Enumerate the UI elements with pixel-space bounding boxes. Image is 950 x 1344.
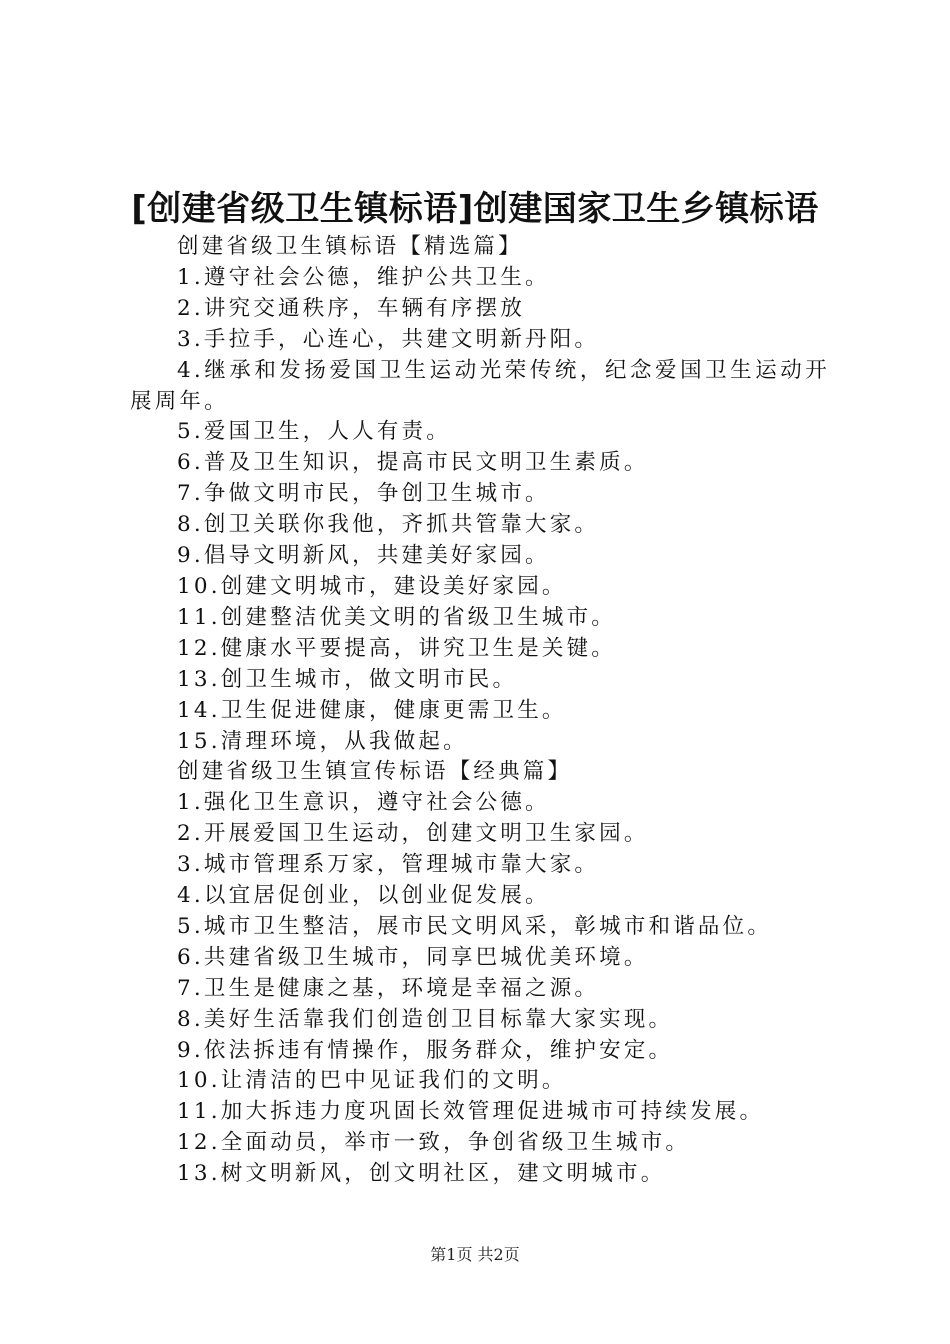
slogan-line: 8.美好生活靠我们创造创卫目标靠大家实现。 <box>177 1006 674 1032</box>
page-number-footer: 第1页 共2页 <box>430 1245 520 1264</box>
slogan-line: 8.创卫关联你我他，齐抓共管靠大家。 <box>177 512 600 538</box>
slogan-line: 14.卫生促进健康，健康更需卫生。 <box>177 697 567 723</box>
slogan-line: 3.手拉手，心连心，共建文明新丹阳。 <box>177 326 600 352</box>
slogan-line: 5.爱国卫生，人人有责。 <box>177 419 451 445</box>
slogan-line: 10.创建文明城市，建设美好家园。 <box>177 573 567 599</box>
slogan-line: 15.清理环境，从我做起。 <box>177 728 468 754</box>
slogan-line: 6.普及卫生知识，提高市民文明卫生素质。 <box>177 450 649 476</box>
slogan-line: 12.健康水平要提高，讲究卫生是关键。 <box>177 635 616 661</box>
slogan-line: 11.创建整洁优美文明的省级卫生城市。 <box>177 604 616 630</box>
slogan-line: 13.创卫生城市，做文明市民。 <box>177 666 518 692</box>
slogan-line: 7.争做文明市民，争创卫生城市。 <box>177 481 550 507</box>
slogan-line: 13.树文明新风，创文明社区，建文明城市。 <box>177 1161 666 1187</box>
slogan-line: 3.城市管理系万家，管理城市靠大家。 <box>177 852 600 878</box>
slogan-line: 4.继承和发扬爱国卫生运动光荣传统，纪念爱国卫生运动开展周年。 <box>130 357 830 414</box>
document-title: [创建省级卫生镇标语]创建国家卫生乡镇标语 <box>131 189 819 229</box>
slogan-line: 2.开展爱国卫生运动，创建文明卫生家园。 <box>177 821 649 847</box>
slogan-line: 4.以宜居促创业，以创业促发展。 <box>177 883 550 909</box>
slogan-line: 10.让清洁的巴中见证我们的文明。 <box>177 1068 567 1094</box>
section-heading: 创建省级卫生镇标语【精选篇】 <box>177 234 523 259</box>
document-body <box>130 232 830 1190</box>
slogan-line: 9.依法拆违有情操作，服务群众，维护安定。 <box>177 1037 674 1063</box>
slogan-line: 11.加大拆违力度巩固长效管理促进城市可持续发展。 <box>177 1099 765 1125</box>
section-heading: 创建省级卫生镇宣传标语【经典篇】 <box>177 759 573 785</box>
slogan-line: 5.城市卫生整洁，展市民文明风采，彰城市和谐品位。 <box>177 913 773 939</box>
slogan-line: 1.强化卫生意识，遵守社会公德。 <box>177 790 550 816</box>
slogan-line: 9.倡导文明新风，共建美好家园。 <box>177 543 550 569</box>
slogan-line: 1.遵守社会公德，维护公共卫生。 <box>177 264 550 290</box>
slogan-line: 2.讲究交通秩序，车辆有序摆放 <box>177 295 526 321</box>
slogan-line: 7.卫生是健康之基，环境是幸福之源。 <box>177 975 600 1001</box>
slogan-line: 6.共建省级卫生城市，同享巴城优美环境。 <box>177 944 649 970</box>
slogan-line: 12.全面动员，举市一致，争创省级卫生城市。 <box>177 1130 691 1156</box>
